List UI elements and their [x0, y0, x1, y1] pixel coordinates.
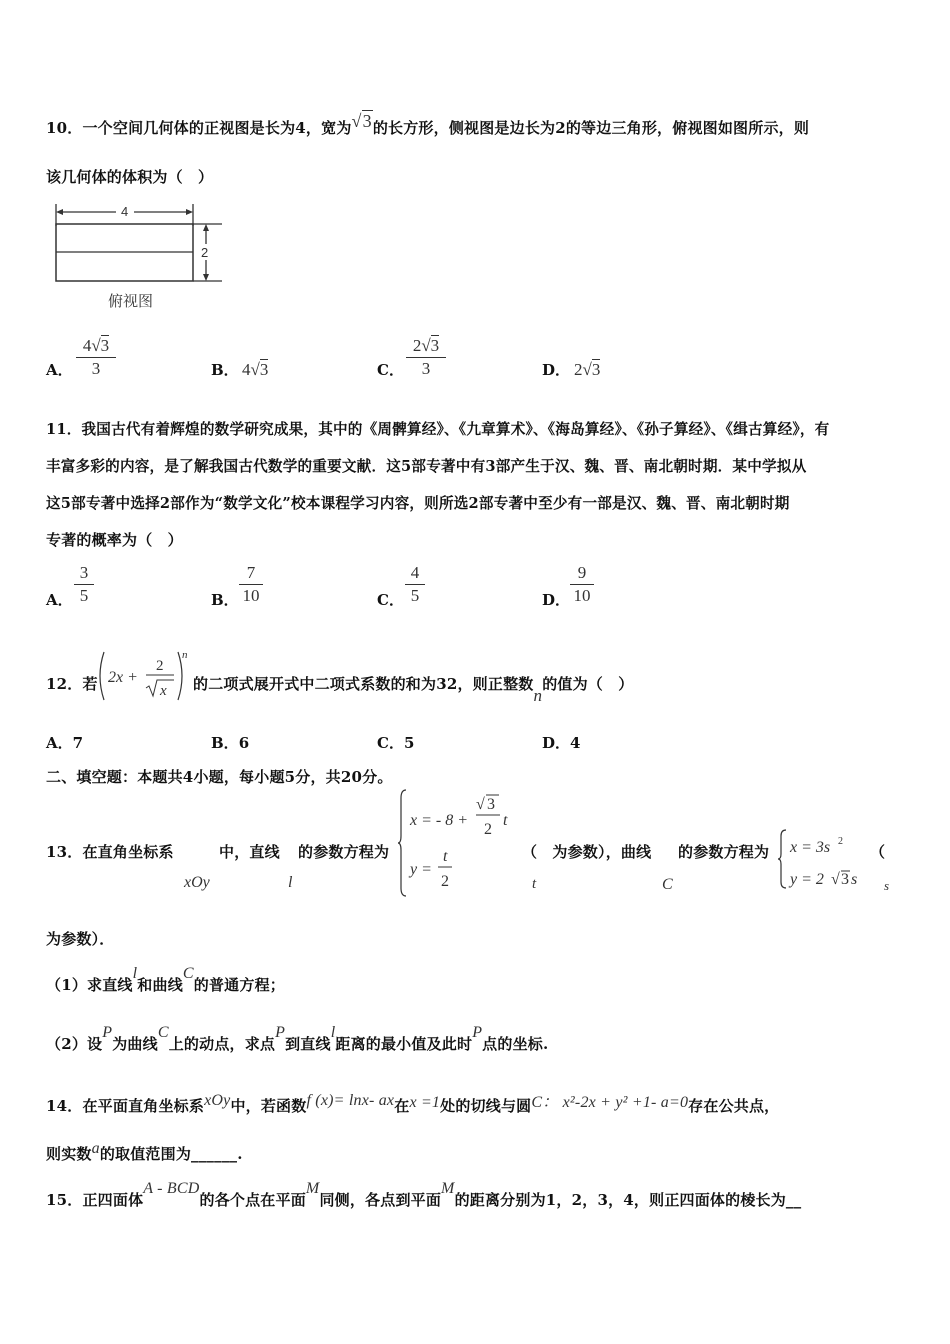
q12-option-a [46, 732, 83, 753]
option-value: 4 [570, 734, 581, 752]
q13-t4: （ 为参数），曲线 [522, 843, 652, 861]
q11-line3: 这5部专著中选择2部作为“数学文化”校本课程学习内容，则所选2部专著中至少有一部是汉、魏、晋、南北朝时期 [46, 495, 790, 512]
q14-text-d: 处的切线与圆 [440, 1097, 532, 1115]
radicand: 3 [591, 360, 601, 379]
frac-den: 5 [410, 586, 420, 605]
q11-line1: 11．我国古代有着辉煌的数学研究成果，其中的《周髀算经》、《九章算术》、《海岛算经》、《孙子算经》、《缉古算经》，有 [46, 421, 830, 438]
line-param-equations [398, 786, 516, 900]
q15-line [46, 1180, 802, 1210]
q11-option-d-label: D． [542, 591, 571, 609]
q12-text [193, 673, 634, 705]
q10-option-d-value: 2√3 [574, 360, 601, 379]
frac-num-radicand: 3 [430, 336, 440, 355]
q15-text-d: 的距离分别为1，2，3，4，则正四面体的棱长为__ [454, 1191, 802, 1209]
q13-t1: 13．在直角坐标系 [46, 843, 174, 861]
q12-expression [96, 648, 192, 704]
frac-num-coef: 2 [412, 336, 422, 355]
frac-num-coef: 4 [82, 336, 92, 355]
p2-text-a: （2）设 [46, 1035, 103, 1053]
eq1-den: 2 [484, 821, 492, 838]
var-C: C [157, 1024, 169, 1041]
frac-den: 5 [79, 586, 89, 605]
q12-prefix: 12．若 [46, 675, 98, 693]
option-value: 7 [72, 734, 84, 752]
var-xoy: xOy [204, 1092, 231, 1109]
q11-option-c-label: C． [377, 591, 404, 609]
ceq1-sup: 2 [838, 836, 843, 847]
ceq2-s: s [851, 871, 858, 888]
sqrt-sign: √ [476, 796, 485, 813]
var-l: l [132, 965, 138, 982]
var-n: n [533, 686, 543, 705]
ceq2: y = 2 [790, 871, 824, 888]
p2-text-d: 到直线 [285, 1035, 331, 1053]
var-a: a [91, 1140, 100, 1157]
eq2-left: y = [410, 861, 432, 878]
q13-xoy: xOy [184, 874, 210, 891]
dim-top-label: 4 [121, 204, 129, 219]
frac-den: 10 [242, 586, 260, 605]
q11-line4: 专著的概率为（ ） [46, 531, 183, 549]
var-P: P [472, 1024, 483, 1041]
top-view-figure [50, 200, 230, 318]
expr-frac-den: x [160, 683, 167, 699]
option-label: C． [377, 734, 404, 752]
figure-caption: 俯视图 [108, 292, 154, 310]
x-eq-1: x =1 [409, 1094, 441, 1111]
q11-option-b-label: B． [211, 591, 239, 609]
q11-option-a-label: A． [46, 591, 73, 609]
q11-option-a-value [74, 563, 94, 606]
q13-line2: 为参数）． [46, 930, 115, 948]
q13-cvar: C [662, 876, 673, 893]
q14-text-f: 则实数 [46, 1145, 92, 1163]
q15-text-b: 的各个点在平面 [199, 1191, 306, 1209]
radicand: 3 [259, 360, 269, 379]
option-label: D． [542, 734, 571, 752]
eq1-num: 3 [487, 796, 495, 813]
q10-text-b: 的长方形，侧视图是边长为2的等边三角形，俯视图如图所示，则 [372, 119, 810, 137]
q10-line1 [46, 111, 810, 138]
q10-option-c-value: 2√3 3 [406, 336, 446, 379]
expr-part-a: 2x + [108, 669, 138, 686]
option-value: 5 [403, 734, 415, 752]
frac-num: 3 [79, 563, 89, 582]
q11-line2: 丰富多彩的内容，是了解我国古代数学的重要文献．这5部专著中有3部产生于汉、魏、晋、南北朝时期．某中学拟从 [46, 458, 807, 475]
eq2-den: 2 [441, 873, 449, 890]
q15-text-c: 同侧，各点到平面 [319, 1191, 442, 1209]
frac-den: 10 [573, 586, 591, 605]
frac-den: 3 [421, 359, 431, 378]
q13-part1 [46, 965, 285, 995]
q13-t2: 中，直线 [219, 843, 280, 861]
q11-option-d-value [570, 563, 594, 606]
eq1-t: t [503, 812, 508, 829]
tetrahedron-name: A - BCD [143, 1180, 200, 1197]
q15-text-a: 15．正四面体 [46, 1191, 144, 1209]
expr-frac-num: 2 [156, 658, 164, 674]
p2-text-e: 距离的最小值及此时 [335, 1035, 473, 1053]
var-P: P [102, 1024, 113, 1041]
dim-right-label: 2 [201, 245, 209, 260]
ceq2-sqrt-sign: √ [831, 871, 840, 888]
q14-text-a: 14．在平面直角坐标系 [46, 1097, 205, 1115]
expr-exponent: n [182, 649, 188, 661]
q10-text-a: 10．一个空间几何体的正视图是长为4，宽为 [46, 119, 352, 137]
q13-part2 [46, 1024, 549, 1054]
option-label: B． [211, 734, 239, 752]
q13-t6: （ [870, 843, 886, 861]
q10-line2: 该几何体的体积为（ ） [46, 168, 214, 186]
var-M: M [305, 1180, 320, 1197]
p2-text-b: 为曲线 [112, 1035, 158, 1053]
sqrt-radicand: 3 [362, 111, 372, 131]
q12-option-c [377, 732, 414, 753]
var-C: C [182, 965, 194, 982]
function-expression: f (x)= lnx- ax [306, 1092, 395, 1109]
curve-param-equations [778, 826, 870, 894]
var-l: l [330, 1024, 336, 1041]
q10-option-a-value: 4√3 3 [76, 336, 116, 379]
var-M: M [441, 1180, 455, 1197]
q13-t3: 的参数方程为 [298, 843, 390, 861]
option-value: 6 [238, 734, 250, 752]
q12-suffix: 的值为（ ） [542, 675, 634, 693]
frac-num: 9 [577, 563, 587, 582]
frac-num-radicand: 3 [100, 336, 110, 355]
q12-option-d [542, 732, 580, 753]
var-P: P [275, 1024, 286, 1041]
q14-line2 [46, 1140, 243, 1164]
q11-option-c-value [405, 563, 425, 606]
circle-equation: C： x²-2x + y² +1- a=0 [531, 1094, 689, 1111]
q13-svar: s [884, 878, 890, 893]
q10-option-c-label: C． [377, 361, 404, 379]
q12-body: 的二项式展开式中二项式系数的和为32，则正整数 [193, 675, 534, 693]
q10-option-a-label: A． [46, 361, 73, 379]
sqrt-expression: √3 [351, 111, 372, 131]
ceq2-radicand: 3 [841, 871, 849, 888]
q14-text-g: 的取值范围为______. [99, 1145, 243, 1163]
q11-option-b-value [239, 563, 263, 606]
frac-den: 3 [91, 359, 101, 378]
coef: 4 [242, 360, 251, 379]
q13-tvar: t [532, 876, 537, 892]
section-2-heading: 二、填空题：本题共4小题，每小题5分，共20分。 [46, 768, 393, 786]
q12-option-b [211, 732, 249, 753]
option-label: A． [46, 734, 73, 752]
ceq1: x = 3s [790, 839, 831, 856]
q10-option-b-value: 4√3 [242, 360, 269, 379]
p1-text-b: 和曲线 [137, 976, 183, 994]
q10-option-b-label: B． [211, 361, 239, 379]
p2-text-c: 上的动点，求点 [168, 1035, 276, 1053]
q13-t5: 的参数方程为 [678, 843, 770, 861]
p2-text-f: 点的坐标. [482, 1035, 549, 1053]
p1-text-a: （1）求直线 [46, 976, 133, 994]
eq2-num: t [443, 848, 448, 865]
frac-num: 7 [246, 563, 256, 582]
q14-text-c: 在 [394, 1097, 410, 1115]
q14-text-b: 中，若函数 [230, 1097, 307, 1115]
q14-line1 [46, 1093, 779, 1116]
q13-l: l [288, 874, 293, 891]
eq1-left: x = - 8 + [410, 812, 469, 829]
q10-option-d-label: D． [542, 361, 571, 379]
coef: 2 [574, 360, 583, 379]
frac-num: 4 [410, 563, 420, 582]
p1-text-c: 的普通方程； [193, 976, 285, 994]
q14-text-e: 存在公共点， [688, 1097, 780, 1115]
